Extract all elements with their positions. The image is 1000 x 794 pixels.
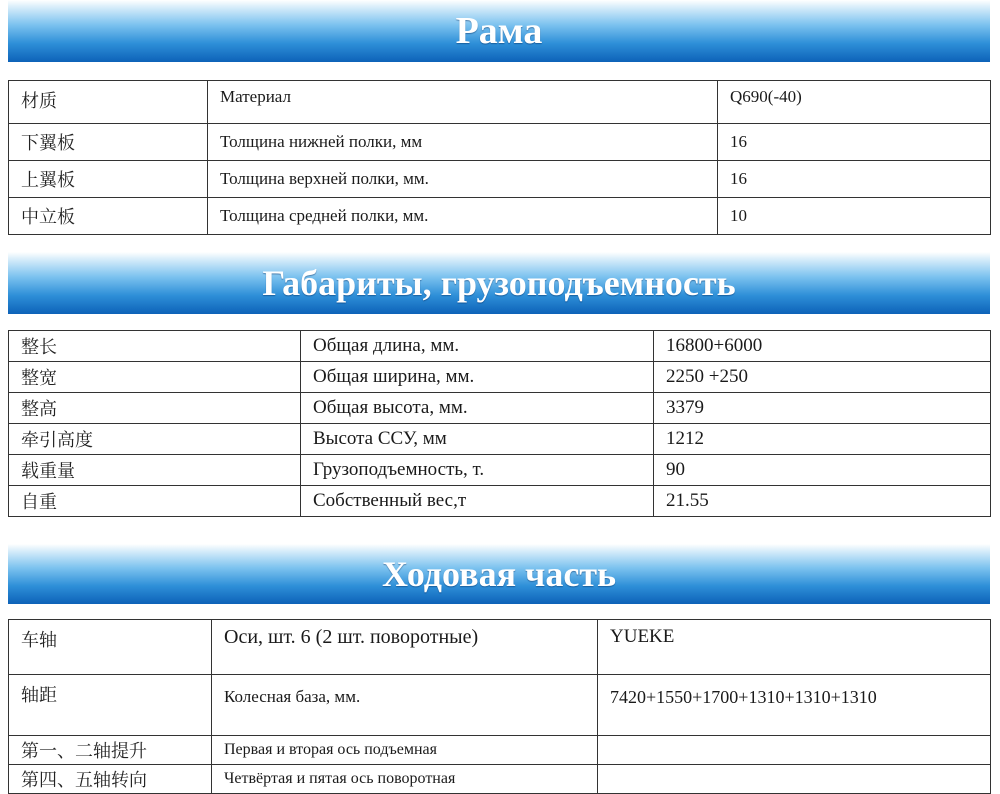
row-ru-label: Собственный вес,т (301, 486, 654, 517)
row-cn-label: 牵引高度 (9, 424, 301, 455)
row-value: Q690(-40) (718, 81, 991, 124)
row-ru-label: Общая ширина, мм. (301, 362, 654, 393)
dimensions-spec-table (8, 330, 991, 517)
section-title-running-gear: Ходовая часть (381, 554, 617, 594)
section-title-frame: Рама (455, 10, 543, 52)
row-cn-label: 第四、五轴转向 (9, 765, 212, 794)
row-value: 7420+1550+1700+1310+1310+1310 (598, 675, 991, 736)
row-value (598, 765, 991, 794)
row-value: 3379 (654, 393, 991, 424)
table-row (9, 486, 991, 517)
row-ru-label: Четвёртая и пятая ось поворотная (212, 765, 598, 794)
section-banner-frame (8, 0, 990, 62)
table-row (9, 198, 991, 235)
row-value: YUEKE (598, 620, 991, 675)
row-cn-label: 第一、二轴提升 (9, 736, 212, 765)
row-value: 21.55 (654, 486, 991, 517)
row-ru-label: Грузоподъемность, т. (301, 455, 654, 486)
row-ru-label: Первая и вторая ось подъемная (212, 736, 598, 765)
row-ru-label: Колесная база, мм. (212, 675, 598, 736)
row-cn-label: 整宽 (9, 362, 301, 393)
table-row (9, 331, 991, 362)
table-row (9, 736, 991, 765)
table-row (9, 424, 991, 455)
table-row (9, 124, 991, 161)
section-banner-running-gear (8, 544, 990, 604)
row-ru-label: Оси, шт. 6 (2 шт. поворотные) (212, 620, 598, 675)
row-cn-label: 上翼板 (9, 161, 208, 198)
row-value: 16800+6000 (654, 331, 991, 362)
row-cn-label: 车轴 (9, 620, 212, 675)
row-ru-label: Толщина средней полки, мм. (208, 198, 718, 235)
table-row (9, 393, 991, 424)
row-ru-label: Толщина нижней полки, мм (208, 124, 718, 161)
row-cn-label: 自重 (9, 486, 301, 517)
row-value: 16 (718, 161, 991, 198)
section-banner-dimensions (8, 252, 990, 314)
row-value: 2250 +250 (654, 362, 991, 393)
row-ru-label: Общая длина, мм. (301, 331, 654, 362)
row-cn-label: 整长 (9, 331, 301, 362)
row-value: 16 (718, 124, 991, 161)
row-ru-label: Толщина верхней полки, мм. (208, 161, 718, 198)
row-value: 1212 (654, 424, 991, 455)
row-cn-label: 中立板 (9, 198, 208, 235)
table-row (9, 362, 991, 393)
row-value (598, 736, 991, 765)
row-ru-label: Высота ССУ, мм (301, 424, 654, 455)
row-ru-label: Материал (208, 81, 718, 124)
section-title-dimensions: Габариты, грузоподъемность (262, 263, 736, 303)
row-cn-label: 载重量 (9, 455, 301, 486)
row-value: 10 (718, 198, 991, 235)
table-row (9, 455, 991, 486)
row-cn-label: 整高 (9, 393, 301, 424)
row-cn-label: 下翼板 (9, 124, 208, 161)
row-ru-label: Общая высота, мм. (301, 393, 654, 424)
running-gear-spec-table (8, 619, 991, 794)
table-row (9, 765, 991, 794)
row-cn-label: 材质 (9, 81, 208, 124)
row-value: 90 (654, 455, 991, 486)
row-cn-label: 轴距 (9, 675, 212, 736)
table-row (9, 675, 991, 736)
table-row (9, 81, 991, 124)
table-row (9, 620, 991, 675)
table-row (9, 161, 991, 198)
frame-spec-table (8, 80, 991, 235)
